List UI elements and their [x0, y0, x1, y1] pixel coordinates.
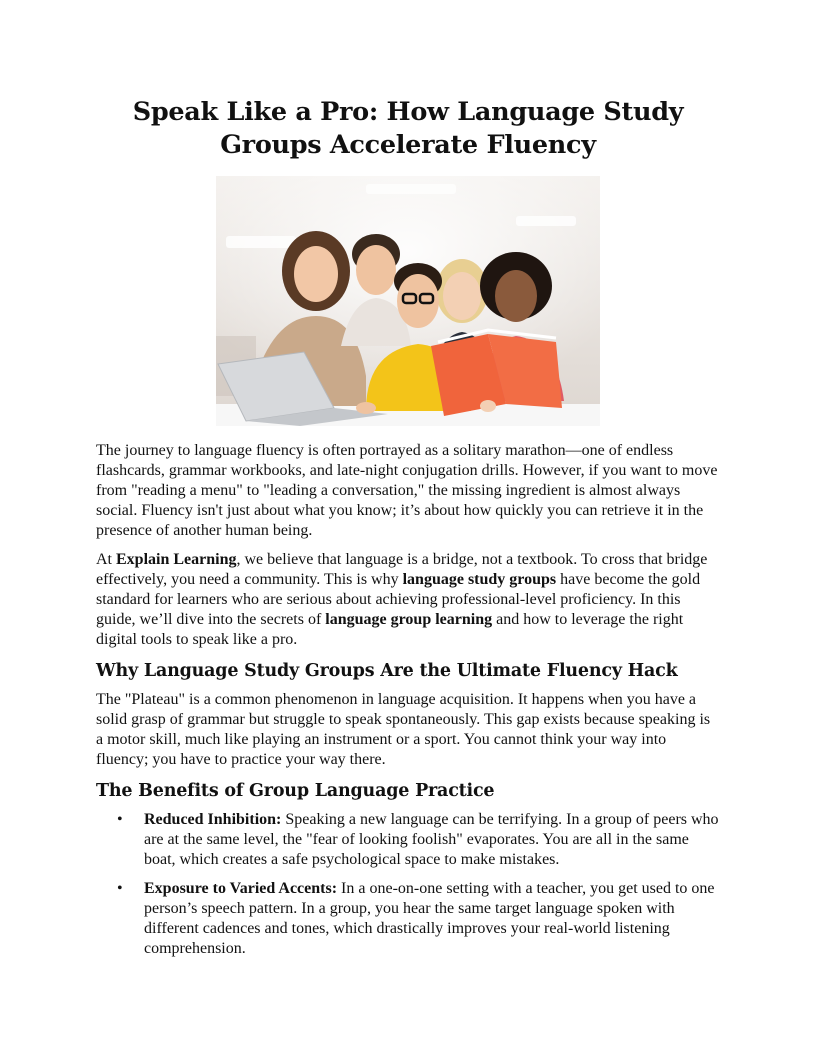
keyword-study-groups: language study groups: [402, 571, 557, 588]
section-heading-benefits: The Benefits of Group Language Practice: [96, 781, 495, 801]
article-title: Speak Like a Pro: How Language Study Groups Accelerate Fluency: [132, 97, 684, 160]
mission-paragraph: At Explain Learning, we believe that language is a bridge, not a textbook. To cross that bridge effectively, you need a community. This is why language study groups have become the gold standard for learners who are serious about achieving professional-level proficiency. In this guide, we’ll dive into the secrets of language group learning and how to leverage the right digital tools to speak like a pro.: [96, 551, 708, 648]
section-heading-fluency-hack: Why Language Study Groups Are the Ultimate Fluency Hack: [96, 661, 678, 681]
bullet-icon: •: [117, 880, 123, 897]
list-item: [117, 810, 720, 870]
brand-name: Explain Learning: [116, 551, 237, 568]
keyword-group-learning: language group learning: [325, 611, 493, 628]
list-item-text: Speaking a new language can be terrifying. In a group of peers who are at the same level, the "fear of looking foolish" evaporates. You are all in the same boat, which creates a safe psychological space to make mistakes.: [144, 811, 719, 868]
list-item-lead: Exposure to Varied Accents:: [144, 880, 338, 897]
list-item-lead: Reduced Inhibition:: [144, 811, 282, 828]
plateau-paragraph: The "Plateau" is a common phenomenon in language acquisition. It happens when you have a solid grasp of grammar but struggle to speak spontaneously. This gap exists because speaking is a motor skill, much like playing an instrument or a sport. You cannot think your way into fluency; you have to practice your way there.: [96, 691, 711, 768]
list-item: [117, 879, 720, 959]
hero-image: [216, 176, 600, 426]
list-item-text: In a one-on-one setting with a teacher, you get used to one person’s speech pattern. In a group, you hear the same target language spoken with different cadences and tones, which drastically improves your real-world listening comprehension.: [144, 880, 715, 957]
intro-paragraph: The journey to language fluency is often portrayed as a solitary marathon—one of endless flashcards, grammar workbooks, and late-night conjugation drills. However, if you want to move from "reading a menu" to "leading a conversation," the missing ingredient is almost always social. Fluency isn't just about what you know; it’s about how quickly you can retrieve it in the presence of another human being.: [96, 442, 718, 539]
bullet-icon: •: [117, 811, 123, 828]
benefits-list: [96, 810, 720, 959]
document-page: [96, 96, 720, 968]
